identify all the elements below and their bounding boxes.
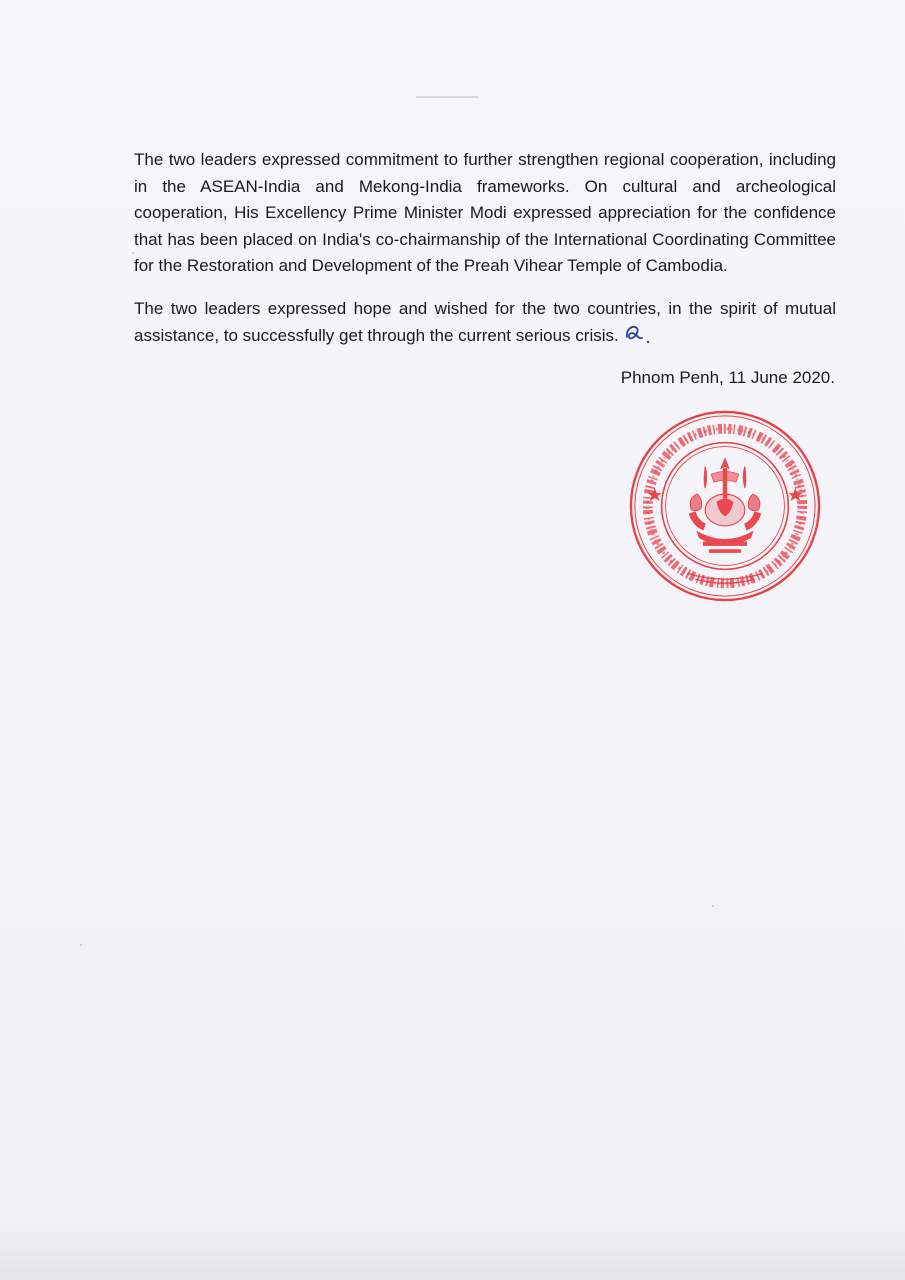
royal-seal-icon (626, 407, 824, 605)
paragraph-mutual-assistance (134, 296, 836, 349)
scan-speck (80, 944, 82, 946)
header-mark (416, 96, 478, 98)
dateline: Phnom Penh, 11 June 2020. (620, 368, 835, 387)
paragraph-mutual-assistance-text: The two leaders expressed hope and wished for the two countries, in the spirit of mutual assistance, to successfully get through the current serious crisis. (134, 299, 836, 345)
scan-speck (132, 252, 134, 254)
paragraph-regional-cooperation: The two leaders expressed commitment to further strengthen regional cooperation, including in the ASEAN-India and Mekong-India frameworks. On cultural and archeological cooperation, His Excellency Prime Minister Modi expressed appreciation for the confidence that has been placed on India's co-chairmanship of the International Coordinating Committee for the Restoration and Development of the Preah Vihear Temple of Cambodia. (134, 150, 836, 275)
handwritten-initial-icon (623, 323, 651, 347)
scan-speck (712, 905, 714, 907)
